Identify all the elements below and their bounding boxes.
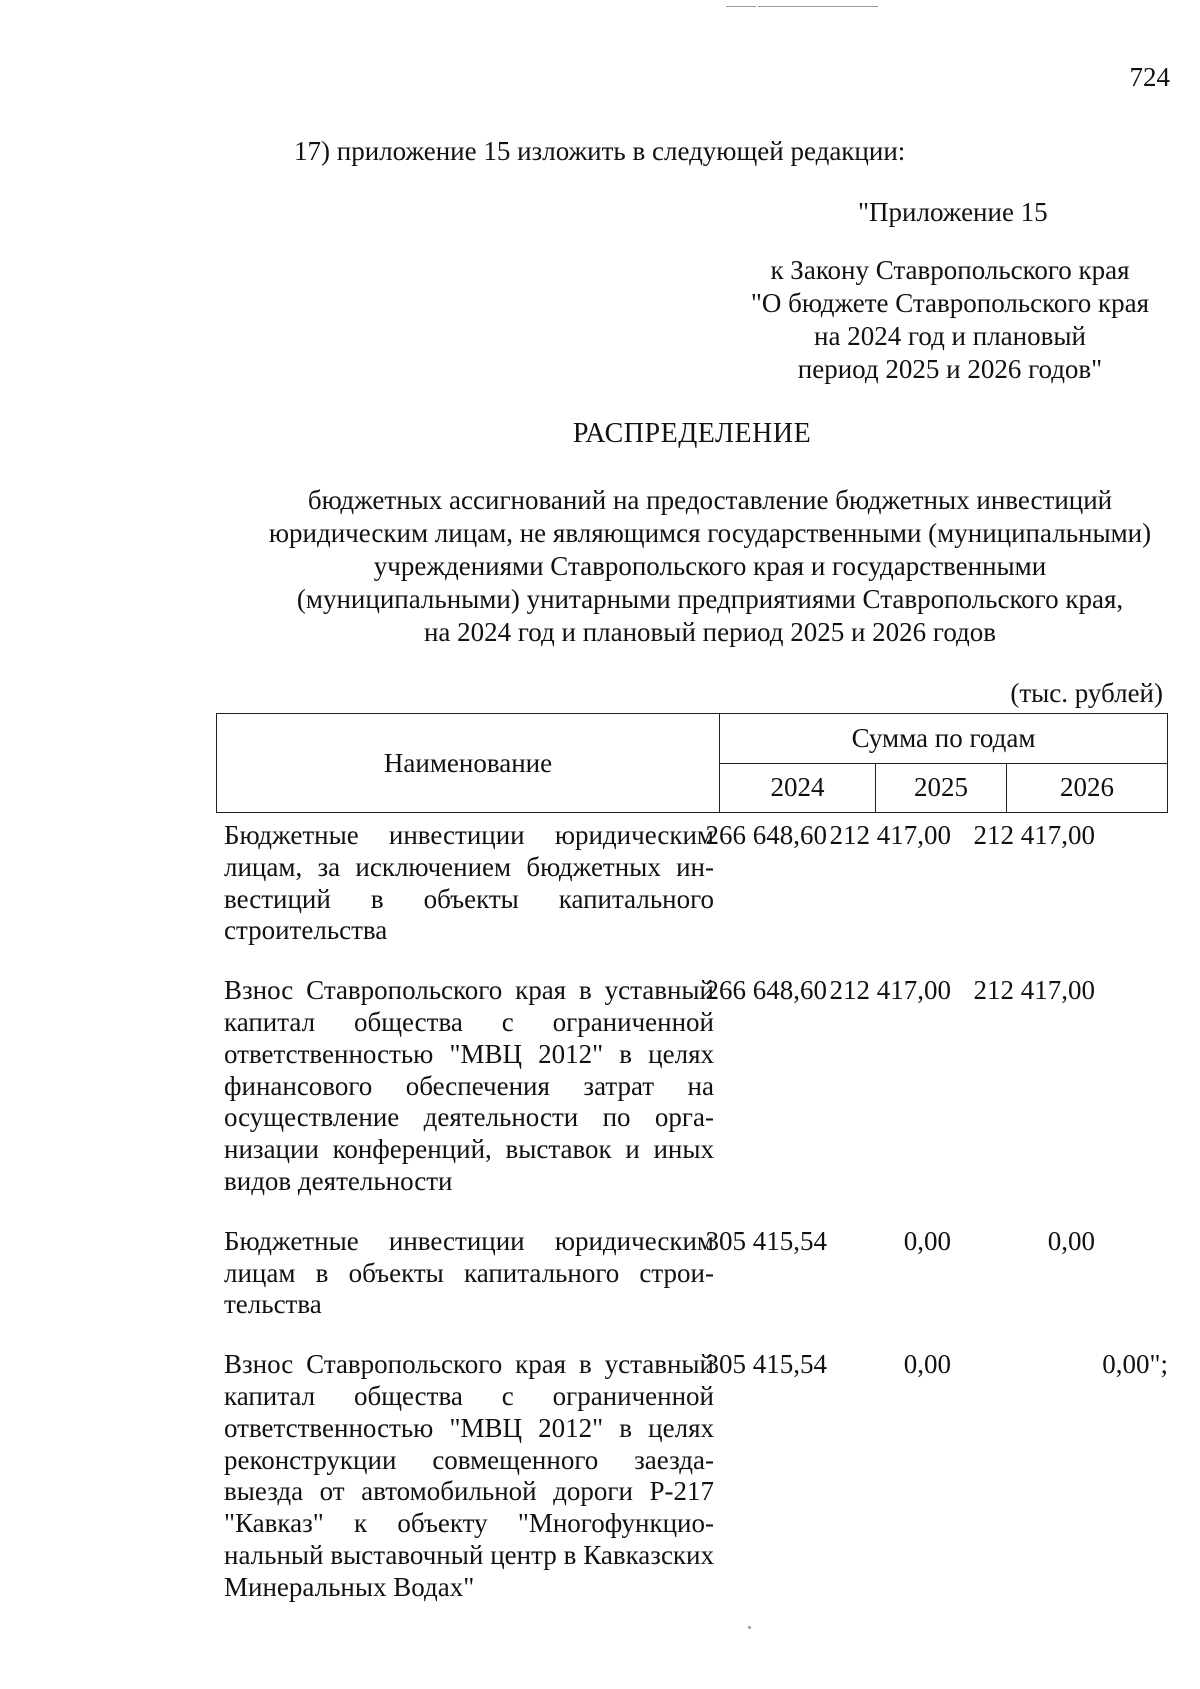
row-value-2024: 305 415,54 [705, 1349, 827, 1380]
law-reference [740, 254, 1160, 386]
row-value-2024: 266 648,60 [705, 820, 827, 850]
table-row [224, 1226, 1168, 1321]
row-value-2026: 212 417,00 [973, 975, 1095, 1006]
page-number: 724 [1129, 62, 1170, 92]
row-value-2026: 0,00"; [1102, 1349, 1168, 1380]
appendix-title: "Приложение 15 [858, 197, 1048, 227]
row-name: Бюджетные инвестиции юридическим лицам в объекты капитального строительства [224, 1225, 714, 1320]
law-reference-line: "О бюджете Ставропольского края [750, 288, 1150, 318]
subtitle-line: бюджетных ассигнований на предоставление бюджетных инвестиций [307, 485, 1113, 515]
law-reference-line: к Закону Ставропольского края [770, 255, 1130, 285]
table-row [224, 975, 1168, 1198]
header-year-2026: 2026 [1007, 763, 1168, 813]
subtitle-line: учреждениями Ставропольского края и государственными [373, 551, 1047, 581]
row-value-2025: 0,00 [903, 1225, 951, 1256]
table-body [224, 820, 1168, 1604]
scan-mark [758, 6, 878, 7]
subtitle-line: юридическим лицам, не являющимся государственными (муниципальными) [268, 518, 1152, 548]
row-name: Взнос Ставропольского края в уставный капитал общества с ограниченной ответственностью "МВЦ 2012" в целях финансового обеспечения затрат на осуществление деятельности по организации конференций, выставок и иных видов деятельности [224, 975, 714, 1196]
subtitle-line: (муниципальными) унитарными предприятиями Ставропольского края, [296, 584, 1124, 614]
header-name: Наименование [217, 714, 720, 813]
table-row [224, 820, 1168, 947]
row-value-2024: 305 415,54 [705, 1225, 827, 1256]
row-value-2024: 266 648,60 [705, 975, 827, 1006]
units-note: (тыс. рублей) [1010, 678, 1163, 708]
row-name: Бюджетные инвестиции юридическим лицам, за исключением бюджетных инвестиций в объекты капитального строительства [224, 820, 714, 946]
row-value-2026: 0,00 [1047, 1225, 1095, 1256]
table-row [224, 1349, 1168, 1603]
document-heading: РАСПРЕДЕЛЕНИЕ [572, 418, 812, 449]
row-value-2025: 212 417,00 [829, 975, 951, 1006]
row-name: Взнос Ставропольского края в уставный капитал общества с ограниченной ответственностью "МВЦ 2012" в целях реконструкции совмещенного заезда-выезда от автомобильной дороги Р-217 "Кавказ" к объекту "Многофункциональный выставочный центр в Кавказских Минеральных Водах" [224, 1349, 714, 1602]
law-reference-line: на 2024 год и плановый [814, 321, 1086, 351]
row-value-2025: 0,00 [903, 1349, 951, 1380]
subtitle-line: на 2024 год и плановый период 2025 и 2026 годов [423, 617, 997, 647]
amendment-instruction: 17) приложение 15 изложить в следующей редакции: [294, 136, 906, 166]
header-year-2025: 2025 [876, 763, 1007, 813]
header-year-2024: 2024 [720, 763, 876, 813]
header-sum-by-years: Сумма по годам [720, 714, 1168, 764]
row-value-2025: 212 417,00 [829, 820, 951, 850]
scan-mark [748, 1626, 751, 1629]
table-header [216, 713, 1168, 813]
document-subtitle [175, 484, 1200, 649]
scan-mark [726, 6, 756, 7]
row-value-2026: 212 417,00 [973, 820, 1095, 850]
law-reference-line: период 2025 и 2026 годов" [797, 354, 1103, 384]
